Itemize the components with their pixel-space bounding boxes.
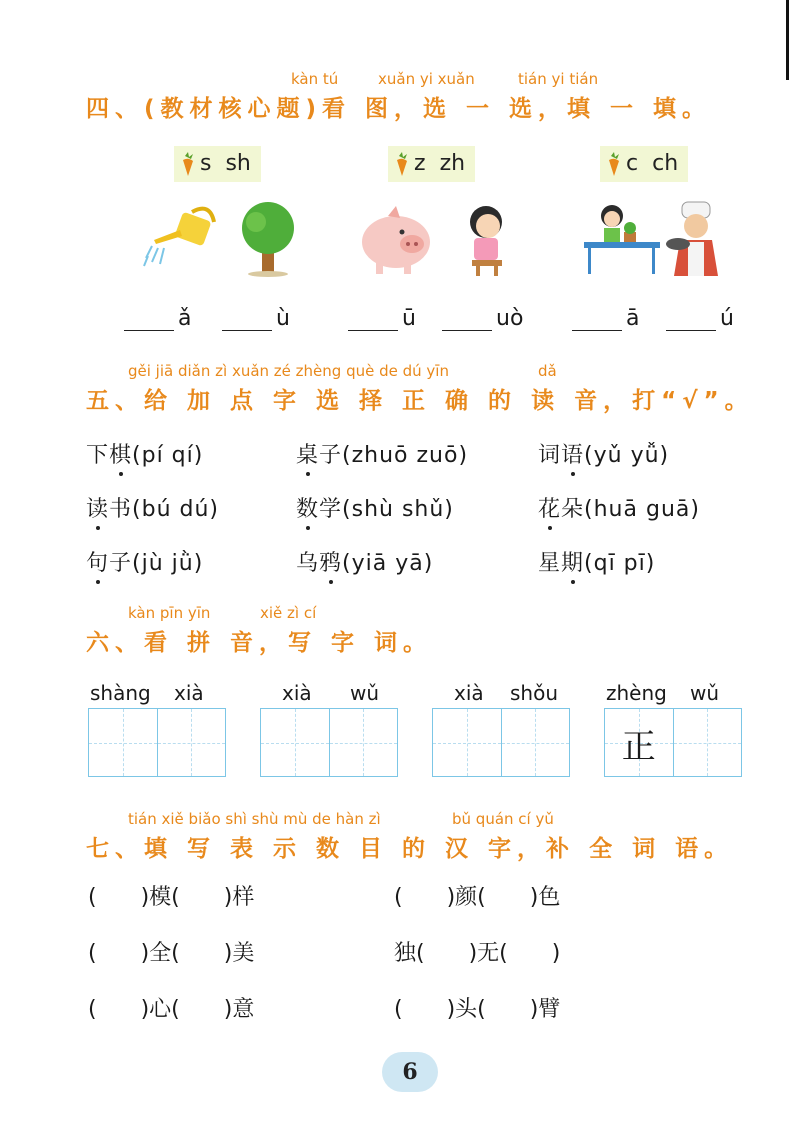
reading-item: 花朵(huā guā)	[538, 492, 700, 523]
chef-icon	[656, 198, 736, 278]
dotted-char: 读	[86, 492, 109, 523]
writing-grid-xiashou	[432, 708, 570, 777]
reading-item: 星期(qī pī)	[538, 546, 655, 577]
writing-grid-zhengwu	[604, 708, 742, 777]
writing-cell[interactable]	[674, 709, 742, 776]
blank-3	[348, 306, 416, 331]
writing-grid-xiawu	[260, 708, 398, 777]
answer-line[interactable]	[442, 308, 492, 331]
word-pinyin: zhèng	[606, 681, 667, 705]
page-number: 6	[382, 1052, 438, 1092]
word-pinyin: shǒu	[510, 681, 559, 705]
section-6-heading	[86, 604, 766, 674]
writing-cell[interactable]	[261, 709, 330, 776]
pinyin-options[interactable]: (jù jǜ)	[132, 551, 204, 576]
answer-line[interactable]	[222, 308, 272, 331]
dotted-char: 棋	[109, 438, 132, 469]
idiom-fill-item[interactable]: ( )心( )意	[88, 997, 255, 1022]
dotted-char: 花	[538, 492, 561, 523]
pinyin-options[interactable]: (bú dú)	[132, 497, 220, 522]
dotted-char: 数	[296, 492, 319, 523]
choice-option: c	[626, 151, 639, 176]
choice-box-z-zh	[388, 146, 475, 182]
section-6-title: 六、看 拼 音，写 字 词。	[86, 630, 433, 656]
choice-option: sh	[225, 151, 251, 176]
blank-final: uò	[496, 306, 524, 331]
blank-final: ǎ	[178, 306, 192, 331]
writing-cell[interactable]	[89, 709, 158, 776]
answer-line[interactable]	[348, 308, 398, 331]
pinyin: xuǎn yi xuǎn	[378, 70, 475, 88]
pinyin-options[interactable]: (zhuō zuō)	[342, 443, 469, 468]
girl-sitting-icon	[446, 198, 526, 278]
dotted-char: 语	[561, 438, 584, 469]
pinyin: kàn pīn yīn	[128, 604, 211, 622]
writing-cell[interactable]	[502, 709, 570, 776]
pinyin: tián xiě biǎo shì shù mù de hàn zì	[128, 810, 381, 828]
blank-4	[442, 306, 523, 331]
section-7-heading	[86, 810, 766, 880]
word-pinyin: wǔ	[350, 681, 380, 705]
blank-final: ú	[720, 306, 734, 331]
dotted-char: 桌	[296, 438, 319, 469]
word-pinyin: xià	[282, 681, 312, 705]
pinyin: tián yi tián	[518, 70, 599, 88]
reading-item: 下棋(pí qí)	[86, 438, 203, 469]
carrot-icon	[606, 152, 622, 176]
pinyin: bǔ quán cí yǔ	[452, 810, 554, 828]
word-pinyin: xià	[454, 681, 484, 705]
idiom-fill-item[interactable]: ( )头( )臂	[394, 997, 561, 1022]
carrot-icon	[180, 152, 196, 176]
reading-item: 桌子(zhuō zuō)	[296, 438, 468, 469]
writing-cell[interactable]	[330, 709, 398, 776]
reading-item: 词语(yǔ yǚ)	[538, 438, 669, 469]
section-4-heading	[86, 70, 766, 140]
pinyin: kàn tú	[291, 70, 339, 88]
answer-line[interactable]	[124, 308, 174, 331]
reading-item: 句子(jù jǜ)	[86, 546, 203, 577]
blank-final: ā	[626, 306, 640, 331]
pig-icon	[356, 198, 436, 278]
choice-option: ch	[652, 151, 679, 176]
tree-icon	[228, 198, 308, 278]
reading-item: 读书(bú dú)	[86, 492, 219, 523]
pinyin-options[interactable]: (yǔ yǚ)	[584, 443, 670, 468]
choice-option: zh	[439, 151, 466, 176]
section-5-heading	[86, 362, 766, 432]
dotted-char: 鸦	[319, 546, 342, 577]
pinyin: dǎ	[538, 362, 557, 380]
pinyin-options[interactable]: (huā guā)	[584, 497, 700, 522]
writing-grid-shangxia	[88, 708, 226, 777]
page-edge-line	[786, 0, 789, 80]
choice-box-s-sh	[174, 146, 261, 182]
choice-option: z	[414, 151, 426, 176]
writing-cell[interactable]	[433, 709, 502, 776]
idiom-fill-item[interactable]: 独( )无( )	[394, 941, 561, 966]
blank-5	[572, 306, 639, 331]
answer-line[interactable]	[572, 308, 622, 331]
word-pinyin: shàng	[90, 681, 151, 705]
dotted-char: 期	[561, 546, 584, 577]
section-5-title: 五、给 加 点 字 选 择 正 确 的 读 音，打“√”。	[86, 388, 754, 414]
pinyin-options[interactable]: (pí qí)	[132, 443, 204, 468]
choice-option: s	[200, 151, 212, 176]
girl-planting-icon	[582, 198, 662, 278]
writing-cell-filled: 正	[605, 709, 674, 776]
section-4-title: 四、(教材核心题)看 图，选 一 选，填 一 填。	[86, 96, 712, 122]
answer-line[interactable]	[666, 308, 716, 331]
blank-1	[124, 306, 191, 331]
idiom-fill-item[interactable]: ( )颜( )色	[394, 885, 561, 910]
idiom-fill-item[interactable]: ( )模( )样	[88, 885, 255, 910]
blank-6	[666, 306, 734, 331]
word-pinyin: xià	[174, 681, 204, 705]
word-pinyin: wǔ	[690, 681, 720, 705]
reading-item: 数学(shù shǔ)	[296, 492, 454, 523]
blank-2	[222, 306, 290, 331]
pinyin-options[interactable]: (yiā yā)	[342, 551, 434, 576]
section-7-title: 七、填 写 表 示 数 目 的 汉 字，补 全 词 语。	[86, 836, 734, 862]
blank-final: ū	[402, 306, 416, 331]
dotted-char: 句	[86, 546, 109, 577]
pinyin: xiě zì cí	[260, 604, 317, 622]
pinyin-options[interactable]: (qī pī)	[584, 551, 656, 576]
watering-can-icon	[140, 198, 220, 278]
choice-box-c-ch	[600, 146, 688, 182]
reading-item: 乌鸦(yiā yā)	[296, 546, 433, 577]
idiom-fill-item[interactable]: ( )全( )美	[88, 941, 255, 966]
pinyin-options[interactable]: (shù shǔ)	[342, 497, 454, 522]
writing-cell[interactable]	[158, 709, 226, 776]
pinyin: gěi jiā diǎn zì xuǎn zé zhèng què de dú yīn	[128, 362, 449, 380]
carrot-icon	[394, 152, 410, 176]
blank-final: ù	[276, 306, 290, 331]
